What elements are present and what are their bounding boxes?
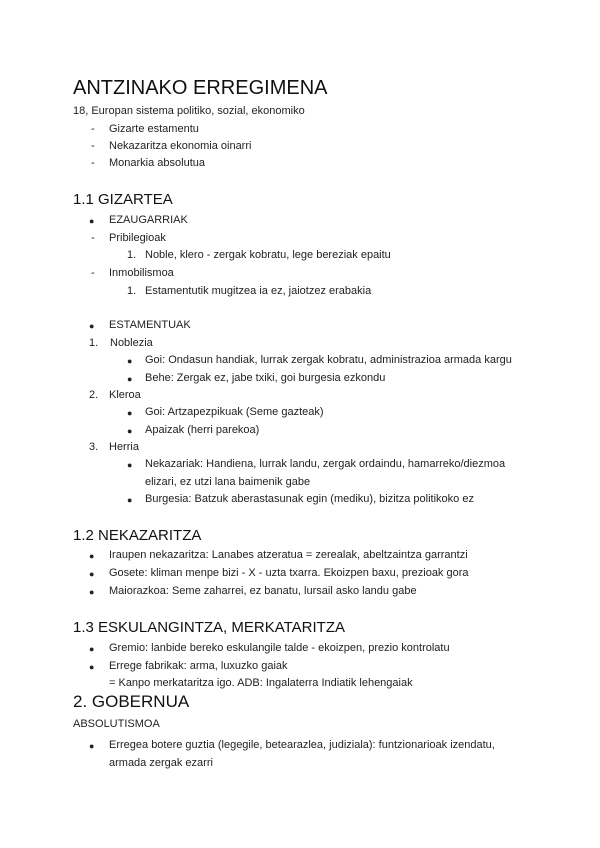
list-item: Errege fabrikak: arma, luxuzko gaiak — [109, 660, 288, 672]
list-item-continuation: elizari, ez utzi lana baimenik gabe — [145, 476, 311, 488]
list-item: ESTAMENTUAK — [109, 319, 191, 331]
intro-text: 18, Europan sistema politiko, sozial, ekonomiko — [73, 105, 305, 117]
list-item: EZAUGARRIAK — [109, 214, 188, 226]
list-marker: - — [91, 123, 95, 135]
section-heading: 1.2 NEKAZARITZA — [73, 527, 202, 544]
list-marker: - — [91, 267, 95, 279]
list-marker: 1. — [89, 337, 99, 349]
list-item: Pribilegioak — [109, 232, 166, 244]
list-item: Nekazariak: Handiena, lurrak landu, zergak ordaindu, hamarreko/diezmoa — [145, 458, 506, 470]
bullet-icon: ● — [89, 569, 95, 579]
list-item: Erregea botere guztia (legegile, betearazlea, judiziala): funtzionarioak izendatu, — [109, 739, 495, 751]
bullet-icon: ● — [127, 426, 133, 436]
list-item: Iraupen nekazaritza: Lanabes atzeratua = zerealak, abeltzaintza garrantzi — [109, 549, 468, 561]
list-item: Inmobilismoa — [109, 267, 174, 279]
list-item: Gizarte estamentu — [109, 123, 199, 135]
bullet-icon: ● — [127, 356, 133, 366]
bullet-icon: ● — [89, 551, 95, 561]
list-item: Gremio: lanbide bereko eskulangile talde - ekoizpen, prezio kontrolatu — [109, 642, 450, 654]
list-marker: 1. — [127, 285, 137, 297]
list-item: Estamentutik mugitzea ia ez, jaiotzez erabakia — [145, 285, 372, 297]
list-marker: - — [91, 232, 95, 244]
bullet-icon: ● — [89, 216, 95, 226]
bullet-icon: ● — [89, 587, 95, 597]
bullet-icon: ● — [127, 374, 133, 384]
bullet-icon: ● — [127, 460, 133, 470]
list-marker: 1. — [127, 249, 137, 261]
list-item: Burgesia: Batzuk aberastasunak egin (mediku), bizitza politikoko ez — [145, 493, 474, 505]
list-item: Noble, klero - zergak kobratu, lege bereziak epaitu — [145, 249, 391, 261]
list-item: Kleroa — [109, 389, 141, 401]
list-item: Monarkia absolutua — [109, 157, 206, 169]
list-marker: 3. — [89, 441, 99, 453]
section-heading: 1.3 ESKULANGINTZA, MERKATARITZA — [73, 619, 345, 636]
list-item: Goi: Artzapezpikuak (Seme gazteak) — [145, 406, 324, 418]
list-item: Behe: Zergak ez, jabe txiki, goi burgesia ezkondu — [145, 372, 386, 384]
subheading: ABSOLUTISMOA — [73, 718, 160, 730]
list-item-continuation: armada zergak ezarri — [109, 757, 213, 769]
list-item: Apaizak (herri parekoa) — [145, 424, 260, 436]
list-marker: 2. — [89, 389, 99, 401]
section-heading: 1.1 GIZARTEA — [73, 191, 173, 208]
list-item: Gosete: kliman menpe bizi - X - uzta txarra. Ekoizpen baxu, prezioak gora — [109, 567, 469, 579]
list-marker: - — [91, 157, 95, 169]
list-item: Herria — [109, 441, 139, 453]
bullet-icon: ● — [89, 741, 95, 751]
page-title: ANTZINAKO ERREGIMENA — [73, 77, 328, 99]
list-item-note: = Kanpo merkataritza igo. ADB: Ingalaterra Indiatik lehengaiak — [109, 677, 413, 689]
list-item: Noblezia — [110, 337, 153, 349]
bullet-icon: ● — [89, 644, 95, 654]
section-heading: 2. GOBERNUA — [73, 692, 190, 711]
list-item: Goi: Ondasun handiak, lurrak zergak kobratu, administrazioa armada kargu — [145, 354, 512, 366]
bullet-icon: ● — [127, 495, 133, 505]
list-item: Maiorazkoa: Seme zaharrei, ez banatu, lursail asko landu gabe — [109, 585, 417, 597]
bullet-icon: ● — [89, 321, 95, 331]
bullet-icon: ● — [89, 662, 95, 672]
list-item: Nekazaritza ekonomia oinarri — [109, 140, 252, 152]
bullet-icon: ● — [127, 408, 133, 418]
list-marker: - — [91, 140, 95, 152]
